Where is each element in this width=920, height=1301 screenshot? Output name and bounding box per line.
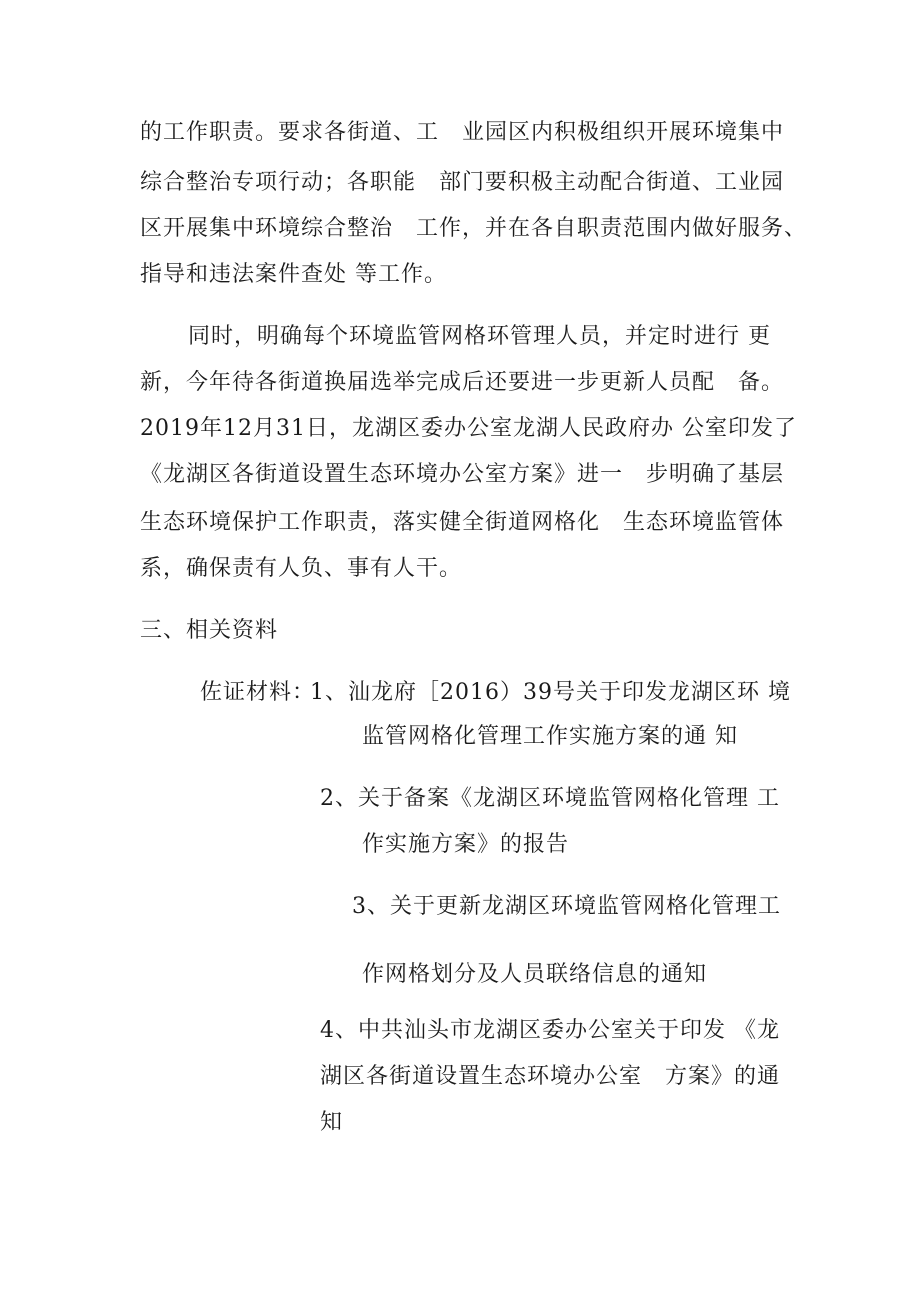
evidence-item-3-line1: 3、关于更新龙湖区环境监管网格化管理工 (352, 894, 781, 919)
evidence-item-1-line1: 1、汕龙府［2016）39号关于印发龙湖区环 境 (310, 680, 791, 705)
evidence-item-2-line1: 2、关于备案《龙湖区环境监管网格化管理 工 (320, 786, 780, 811)
evidence-item-3-line2: 作网格划分及人员联络信息的通知 (362, 962, 708, 987)
evidence-item-4-line2: 湖区各街道设置生态环境办公室 方案》的通 (320, 1064, 781, 1089)
text-line: 新，今年待各街道换届选举完成后还要进一步更新人员配 备。 (140, 370, 785, 395)
evidence-item-2-line2: 作实施方案》的报告 (362, 832, 570, 857)
evidence-item-1-line2: 监管网格化管理工作实施方案的通 知 (362, 724, 738, 749)
evidence-item-4-line3: 知 (320, 1110, 344, 1135)
text-line: 同时，明确每个环境监管网格环管理人员，并定时进行 更 (188, 324, 771, 349)
section-heading: 三、相关资料 (140, 618, 279, 643)
text-line: 区开展集中环境综合整治 工作，并在各自职责范围内做好服务、 (140, 216, 808, 241)
text-line: 的工作职责。要求各街道、工 业园区内积极组织开展环境集中 (140, 120, 785, 145)
text-line: 系，确保责有人负、事有人干。 (140, 556, 463, 581)
text-line: 生态环境保护工作职责，落实健全街道网格化 生态环境监管体 (140, 510, 785, 535)
text-line: 综合整治专项行动；各职能 部门要积极主动配合街道、工业园 (140, 170, 785, 195)
evidence-item-4-line1: 4、中共汕头市龙湖区委办公室关于印发 《龙 (320, 1018, 780, 1043)
evidence-prefix: 佐证材料： (200, 680, 316, 705)
text-line: 《龙湖区各街道设置生态环境办公室方案》进一 步明确了基层 (140, 462, 785, 487)
text-line: 2019年12月31日，龙湖区委办公室龙湖人民政府办 公室印发了 (140, 416, 797, 441)
text-line: 指导和违法案件查处 等工作。 (140, 262, 447, 287)
